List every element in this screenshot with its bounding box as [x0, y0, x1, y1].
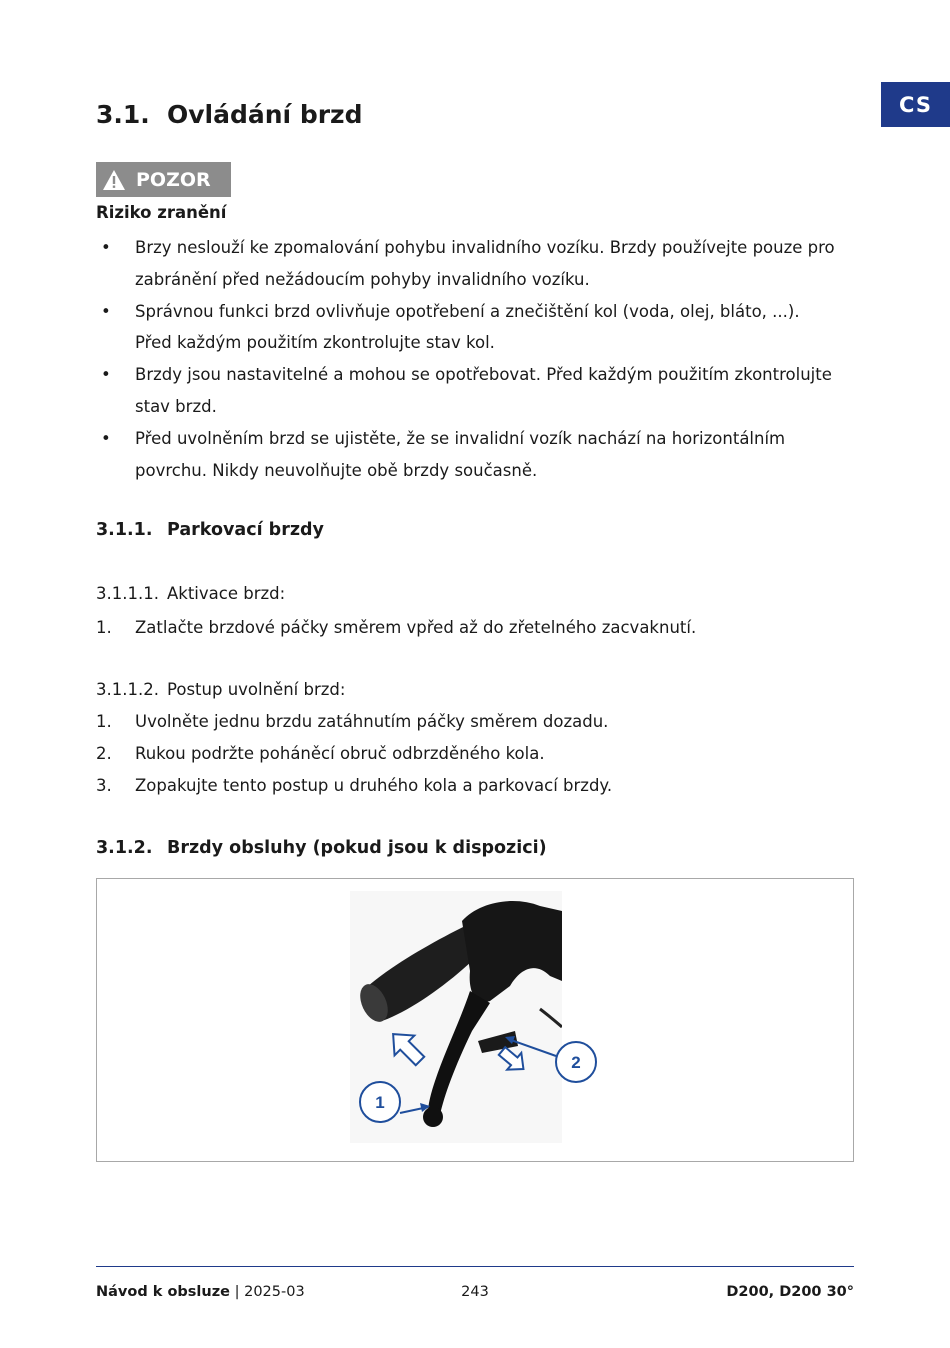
risk-title: Riziko zranění — [96, 203, 227, 222]
release-heading — [96, 680, 345, 699]
warning-label: POZOR — [136, 168, 211, 191]
callout-2 — [551, 1037, 601, 1087]
language-tab: CS — [881, 82, 950, 127]
step-text: Uvolněte jednu brzdu zatáhnutím páčky směrem dozadu. — [135, 712, 609, 731]
bullet-text: Brzy neslouží ke zpomalování pohybu invalidního vozíku. Brzdy používejte pouze pro zabránění před nežádoucím pohyby invalidního vozíku. — [135, 238, 835, 289]
step-heading-number: 3.1.1.1. — [96, 584, 159, 603]
list-item: 1. Zatlačte brzdové páčky směrem vpřed až do zřetelného zacvaknutí. — [96, 612, 836, 644]
warning-badge — [96, 162, 231, 197]
activation-steps — [96, 612, 836, 644]
subsection-title: Parkovací brzdy — [167, 520, 324, 540]
brake-figure — [96, 878, 854, 1162]
footer-model: D200, D200 30° — [726, 1284, 854, 1300]
footer-divider — [96, 1266, 854, 1267]
bullet-text: Brzdy jsou nastavitelné a mohou se opotřebovat. Před každým použitím zkontrolujte stav brzd. — [135, 365, 832, 416]
callout-2-label: 2 — [571, 1053, 581, 1072]
section-heading — [96, 100, 363, 129]
subsection-number: 3.1.2. — [96, 838, 153, 858]
list-item: • Brzy neslouží ke zpomalování pohybu invalidního vozíku. Brzdy používejte pouze pro zabránění před nežádoucím pohyby invalidního vozíku. — [101, 238, 835, 289]
section-number: 3.1. — [96, 100, 150, 129]
callout-1 — [355, 1077, 405, 1127]
bullet-text: Správnou funkci brzd ovlivňuje opotřebení a znečištění kol (voda, olej, bláto, ...). Před každým použitím zkontrolujte stav kol. — [135, 301, 800, 353]
step-text: Zopakujte tento postup u druhého kola a parkovací brzdy. — [135, 775, 613, 795]
list-item: • Brzdy jsou nastavitelné a mohou se opotřebovat. Před každým použitím zkontrolujte stav brzd. — [101, 365, 832, 416]
list-item: 2. Rukou podržte poháněcí obruč odbrzděného kola. — [96, 738, 836, 770]
release-steps — [96, 706, 836, 801]
step-heading-title: Postup uvolnění brzd: — [167, 680, 346, 699]
callout-1-label: 1 — [375, 1093, 385, 1112]
subsection-number: 3.1.1. — [96, 520, 153, 540]
warning-triangle-icon — [102, 169, 126, 191]
section-title: Ovládání brzd — [167, 100, 363, 129]
list-item: 3. Zopakujte tento postup u druhého kola a parkovací brzdy. — [96, 770, 836, 802]
subsection-title: Brzdy obsluhy (pokud jsou k dispozici) — [167, 838, 547, 858]
warning-bullet-list — [96, 232, 836, 486]
step-text: Zatlačte brzdové páčky směrem vpřed až do zřetelného zacvaknutí. — [135, 618, 697, 637]
step-heading-number: 3.1.1.2. — [96, 680, 159, 699]
step-heading-title: Aktivace brzd: — [167, 584, 286, 603]
subsection-heading-attendant — [96, 838, 547, 858]
subsection-heading-parking — [96, 520, 324, 540]
list-item: • Před uvolněním brzd se ujistěte, že se invalidní vozík nachází na horizontálním povrchu. Nikdy neuvolňujte obě brzdy současně. — [101, 428, 786, 480]
footer-separator: | — [234, 1284, 240, 1300]
bullet-text: Před uvolněním brzd se ujistěte, že se invalidní vozík nachází na horizontálním povrchu. Nikdy neuvolňujte obě brzdy současně. — [135, 428, 786, 480]
page-number: 243 — [461, 1284, 489, 1300]
step-text: Rukou podržte poháněcí obruč odbrzděného kola. — [135, 743, 545, 763]
footer-date: 2025-03 — [244, 1284, 305, 1300]
list-item: • Správnou funkci brzd ovlivňuje opotřebení a znečištění kol (voda, olej, bláto, ...). Před každým použitím zkontrolujte stav kol. — [101, 301, 800, 353]
activation-heading — [96, 584, 285, 603]
list-item: 1. Uvolněte jednu brzdu zatáhnutím páčky směrem dozadu. — [96, 706, 836, 738]
footer-manual-title: Návod k obsluze — [96, 1284, 230, 1300]
